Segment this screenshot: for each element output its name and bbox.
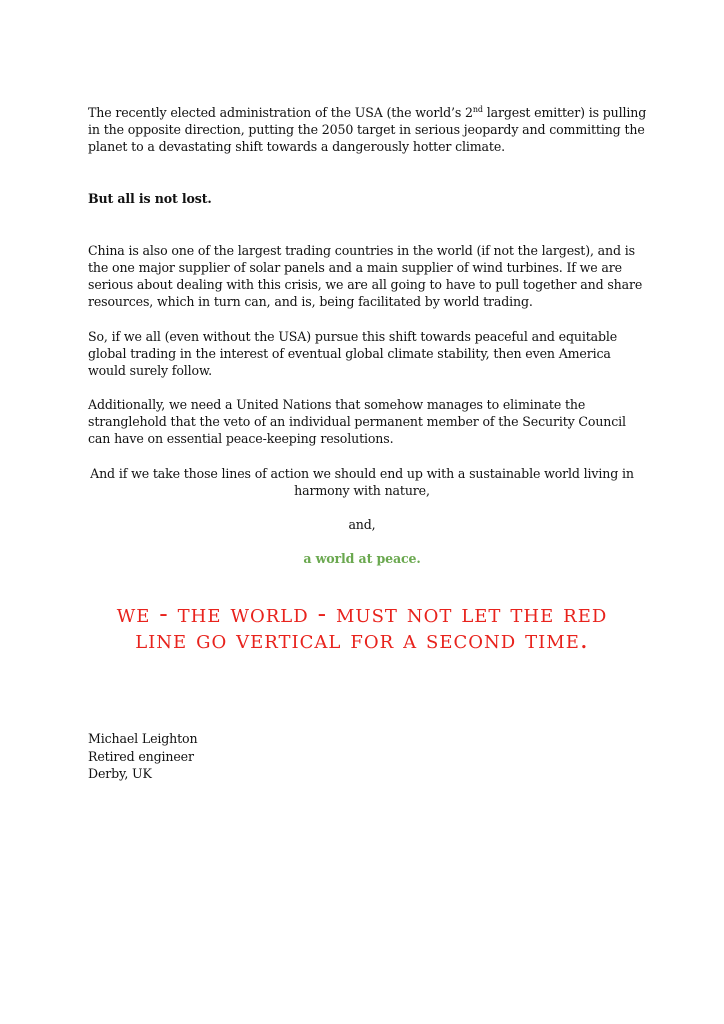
paragraph-usa-text-b: largest emitter) is pulling in the opposite direction, putting the 2050 target in serious jeopardy and committing the planet to a devastating shift towards a dangerously hotter climate. [88, 105, 647, 154]
bold-statement: But all is not lost. [88, 191, 212, 206]
paragraph-usa-text-a: The recently elected administration of the USA (the world’s 2 [88, 105, 473, 120]
paragraph-china: China is also one of the largest trading countries in the world (if not the largest), and is the one major supplier of solar panels and a main supplier of wind turbines. If we are serious about dealing with this crisis, we are all going to have to pull together and share resources, which in turn can, and is, being facilitated by world trading. [88, 243, 643, 309]
world-at-peace-line: a world at peace. [303, 551, 421, 566]
paragraph-usa [88, 104, 648, 155]
paragraph-trading: So, if we all (even without the USA) pursue this shift towards peaceful and equitable global trading in the interest of eventual global climate stability, then even America would surely follow. [88, 329, 618, 378]
slogan-heading: we - the world - must not let the red line go vertical for a second time. [116, 599, 608, 654]
author-name: Michael Leighton [88, 731, 198, 746]
paragraph-conclusion: And if we take those lines of action we should end up with a sustainable world living in harmony with nature, [90, 466, 634, 498]
signature-block [88, 730, 197, 783]
ordinal-superscript: nd [472, 104, 483, 114]
author-title: Retired engineer [88, 748, 194, 764]
paragraph-united-nations: Additionally, we need a United Nations that somehow manages to eliminate the stranglehold that the veto of an individual permanent member of the Security Council can have on essential peace-keeping resolutions. [88, 397, 626, 446]
and-line: and, [348, 517, 376, 532]
author-location: Derby, UK [88, 766, 152, 781]
